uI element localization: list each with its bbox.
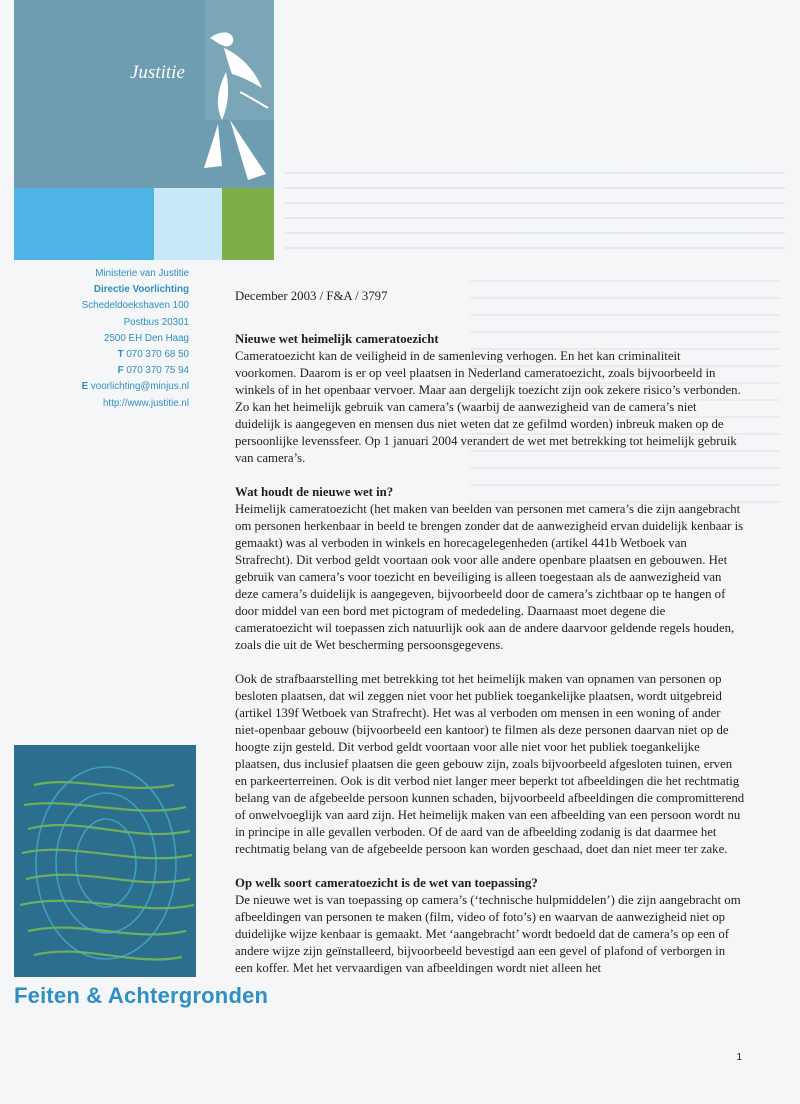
justitie-logo-text: Justitie	[130, 62, 185, 83]
email-address: voorlichting@minjus.nl	[90, 381, 189, 393]
paragraph: Heimelijk cameratoezicht (het maken van beelden van personen met camera’s die zijn aangebracht om personen herkenbaar in beeld te brengen zonder dat de aanwezigheid ervan duidelijk kenbaar is gemaakt) was al verboden in winkels en horecagelegenheden (artikel 441b Wetboek van Strafrecht). Dit verbod geldt voortaan ook voor alle andere openbare plaatsen en gebouwen. Het gebruik van camera’s voor toezicht en beveiliging is alleen toegestaan als de aanwezigheid van deze camera’s duidelijk is aangegeven, bijvoorbeeld door de camera’s zichtbaar op te hangen of door middel van een bord met pictogram of mededeling. Daarnaast moet degene die cameratoezicht wil toepassen zich natuurlijk ook aan de andere daarvoor geldende regels houden, zoals die uit de Wet bescherming persoonsgegevens.	[235, 502, 744, 652]
page-number: 1	[736, 1052, 742, 1063]
phone-label: T	[117, 349, 124, 361]
justitia-figure-logo	[188, 28, 274, 188]
fingerprint-photo	[14, 745, 196, 977]
document-body	[235, 288, 745, 977]
series-title: Feiten & Achtergronden	[14, 983, 269, 1008]
phone-line	[82, 347, 189, 363]
paragraph: De nieuwe wet is van toepassing op camera’s (‘technische hulpmiddelen’) die zijn aangebracht om afbeeldingen van personen te maken (film, video of foto’s) en waarvan de aanwezigheid niet op duidelijke wijze kenbaar is gemaakt. Met ‘aangebracht’ wordt bedoeld dat de camera’s op een of andere wijze zijn geïnstalleerd, bijvoorbeeld bevestigd aan een gevel of plafond of verborgen in een koffer. Met het vervaardigen van afbeeldingen wordt niet alleen het	[235, 893, 741, 975]
color-bar-blue	[14, 188, 154, 260]
website-link: http://www.justitie.nl	[102, 397, 189, 409]
section-heading: Wat houdt de nieuwe wet in?	[235, 485, 394, 499]
sender-address	[82, 266, 189, 412]
color-bar-light	[154, 188, 222, 260]
street-address: Schedeldoekshaven 100	[81, 300, 189, 312]
email-label: E	[81, 381, 89, 393]
paragraph: Cameratoezicht kan de veiligheid in de samenleving verhogen. En het kan criminaliteit voorkomen. Daarom is er op veel plaatsen in Nederland cameratoezicht, zoals bijvoorbeeld in winkels of in het openbaar vervoer. Maar aan dergelijk toezicht zijn ook zekere risico’s verbonden. Zo kan het heimelijk gebruik van camera’s (waarbij de aanwezigheid van de camera’s niet duidelijk is aangegeven en mensen dus niet weten dat ze gefilmd worden) inbreuk maken op de persoonlijke levenssfeer. Op 1 januari 2004 verandert de wet met betrekking tot heimelijk gebruik van camera’s.	[235, 349, 741, 465]
color-bar-green	[222, 188, 274, 260]
ministry-name: Ministerie van Justitie	[95, 268, 189, 279]
department-name: Directie Voorlichting	[93, 284, 189, 296]
paragraph: Ook de strafbaarstelling met betrekking tot het heimelijk maken van opnamen van personen op besloten plaatsen, dat wil zeggen niet voor het publiek toegankelijke plaatsen, wordt uitgebreid (artikel 139f Wetboek van Strafrecht). Het was al verboden om mensen in een woning of ander niet-openbaar gebouw (bijvoorbeeld een kantoor) te filmen als deze personen daarvan niet op de hoogte zijn gesteld. Dit verbod geldt voortaan voor alle niet voor het publiek toegankelijke plaatsen, dus inclusief plaatsen die geen gebouw zijn, zoals bijvoorbeeld afgesloten tuinen, erven en parkeerterreinen. Ook is dit verbod niet langer meer beperkt tot afbeeldingen die het rechtmatig belang van de afgebeelde persoon kunnen schaden, bijvoorbeeld afbeeldingen die compromitterend of onwelvoeglijk van aard zijn. Het heimelijk maken van een afbeelding van een persoon wordt nu in principe in alle gevallen verboden. Of de aard van de afbeelding zodanig is dat daarmee het rechtmatig belang van de afgebeelde persoon kan worden geschaad, doet dan niet meer ter zake.	[235, 672, 745, 856]
dateline: December 2003 / F&A / 3797	[235, 289, 388, 303]
fax-label: F	[117, 365, 124, 377]
bleed-through-text	[285, 172, 785, 262]
fax-number: 070 370 75 94	[126, 365, 189, 377]
section-heading: Op welk soort cameratoezicht is de wet van toepassing?	[235, 876, 538, 890]
city: 2500 EH Den Haag	[104, 332, 189, 344]
section-heading: Nieuwe wet heimelijk cameratoezicht	[235, 332, 439, 346]
fax-line	[82, 363, 189, 379]
phone-number: 070 370 68 50	[126, 349, 189, 361]
postbox: Postbus 20301	[123, 316, 189, 328]
email-line	[82, 379, 189, 395]
